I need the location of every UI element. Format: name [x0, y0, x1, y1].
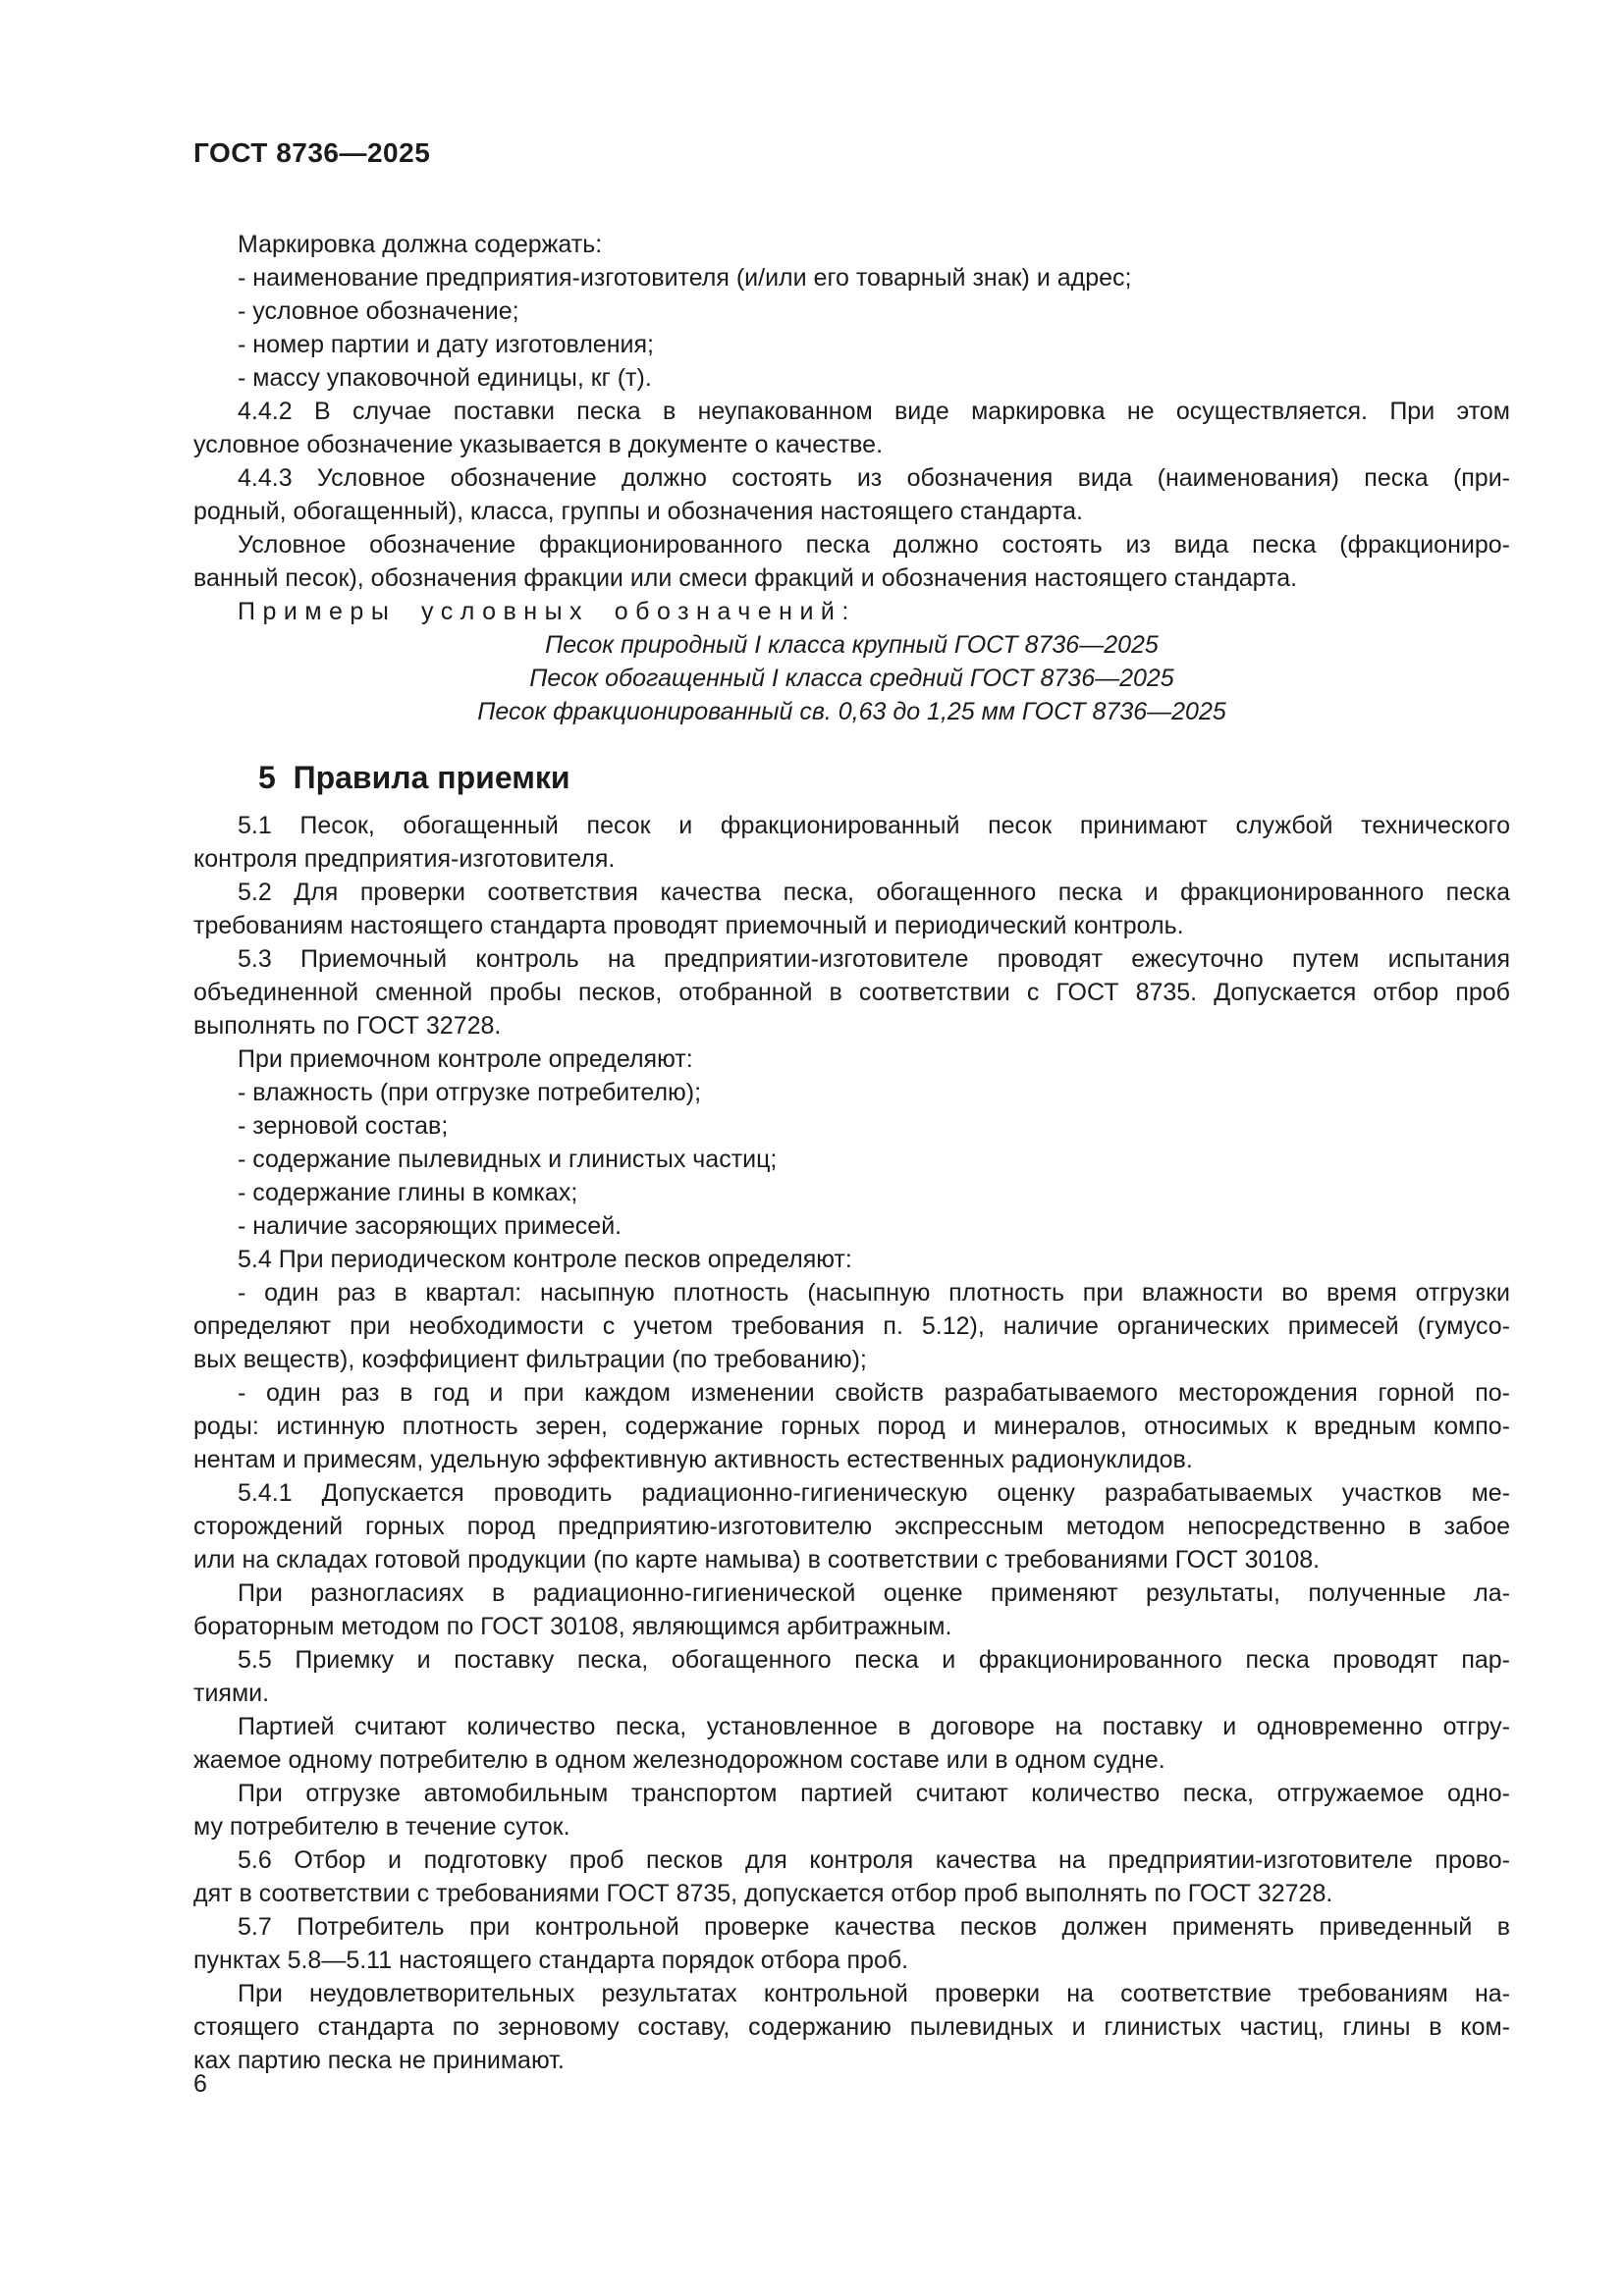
- text-line: 5.2 Для проверки соответствия качества песка, обогащенного песка и фракционированного песка: [238, 879, 1510, 906]
- text-line: стоящего стандарта по зерновому составу, содержанию пылевидных и глинистых частиц, глины в ком-: [193, 2013, 1510, 2041]
- text-line: 5.6 Отбор и подготовку проб песков для контроля качества на предприятии-изготовителе прово-: [238, 1846, 1510, 1874]
- text-line: нентам и примесям, удельную эффективную активность естественных радионуклидов.: [193, 1446, 1193, 1473]
- text-line: бораторным методом по ГОСТ 30108, являющимся арбитражным.: [193, 1613, 952, 1640]
- text-line: 5.5 Приемку и поставку песка, обогащенного песка и фракционированного песка проводят пар-: [238, 1646, 1510, 1674]
- text-line: При разногласиях в радиационно-гигиенической оценке применяют результаты, полученные ла-: [238, 1579, 1510, 1607]
- list-item: - условное обозначение;: [238, 297, 519, 325]
- example-line: Песок природный I класса крупный ГОСТ 8736—2025: [545, 631, 1159, 659]
- list-item: - наличие засоряющих примесей.: [238, 1212, 623, 1240]
- text-line: При неудовлетворительных результатах контрольной проверки на соответствие требованиям на-: [238, 1980, 1510, 2007]
- list-item: - содержание глины в комках;: [238, 1179, 578, 1206]
- examples-label: Примеры условных обозначений:: [238, 598, 856, 625]
- list-item: - содержание пылевидных и глинистых частиц;: [238, 1146, 778, 1173]
- text-line: - один раз в квартал: насыпную плотность (насыпную плотность при влажности во время отгрузки: [238, 1279, 1510, 1307]
- list-item: - наименование предприятия-изготовителя (и/или его товарный знак) и адрес;: [238, 264, 1132, 292]
- list-item: - номер партии и дату изготовления;: [238, 331, 654, 358]
- text-line: му потребителю в течение суток.: [193, 1813, 570, 1841]
- text-line: Условное обозначение фракционированного песка должно состоять из вида песка (фракциониро-: [238, 531, 1510, 559]
- text-line: или на складах готовой продукции (по карте намыва) в соответствии с требованиями ГОСТ 30108.: [193, 1546, 1321, 1574]
- text-line: Партией считают количество песка, установленное в договоре на поставку и одновременно отгру-: [238, 1713, 1510, 1740]
- text-line: пунктах 5.8—5.11 настоящего стандарта порядок отбора проб.: [193, 1947, 909, 1974]
- text-line: тиями.: [193, 1680, 270, 1707]
- text-line: 5.1 Песок, обогащенный песок и фракционированный песок принимают службой технического: [238, 812, 1510, 839]
- text-line: вых веществ), коэффициент фильтрации (по требованию);: [193, 1346, 867, 1373]
- text-line: объединенной сменной пробы песков, отобранной в соответствии с ГОСТ 8735. Допускается отбор проб: [193, 979, 1510, 1006]
- text-line: Маркировка должна содержать:: [238, 231, 603, 258]
- text-line: определяют при необходимости с учетом требования п. 5.12), наличие органических примесей (гумусо-: [193, 1312, 1510, 1340]
- list-item: - массу упаковочной единицы, кг (т).: [238, 364, 652, 392]
- text-line: При отгрузке автомобильным транспортом партией считают количество песка, отгружаемое одно-: [238, 1780, 1510, 1807]
- text-line: 5.3 Приемочный контроль на предприятии-изготовителе проводят ежесуточно путем испытания: [238, 945, 1510, 973]
- text-line: выполнять по ГОСТ 32728.: [193, 1012, 502, 1040]
- text-line: сторождений горных пород предприятию-изготовителю экспрессным методом непосредственно в забое: [193, 1513, 1510, 1540]
- text-line: - один раз в год и при каждом изменении свойств разрабатываемого месторождения горной по-: [238, 1379, 1510, 1407]
- text-line: 5.4.1 Допускается проводить радиационно-гигиеническую оценку разрабатываемых участков ме-: [238, 1479, 1510, 1507]
- text-line: родный, обогащенный), класса, группы и обозначения настоящего стандарта.: [193, 498, 1084, 525]
- text-line: 5.4 При периодическом контроле песков определяют:: [238, 1246, 852, 1273]
- text-line: требованиям настоящего стандарта проводят приемочный и периодический контроль.: [193, 912, 1184, 939]
- text-line: При приемочном контроле определяют:: [238, 1045, 693, 1073]
- example-line: Песок фракционированный св. 0,63 до 1,25 мм ГОСТ 8736—2025: [477, 698, 1226, 725]
- text-line: роды: истинную плотность зерен, содержание горных пород и минералов, относимых к вредным компо-: [193, 1413, 1510, 1440]
- document-code-header: ГОСТ 8736—2025: [193, 137, 431, 168]
- section-heading: 5 Правила приемки: [258, 760, 570, 795]
- text-line: жаемое одному потребителю в одном железнодорожном составе или в одном судне.: [193, 1746, 1165, 1774]
- text-line: ванный песок), обозначения фракции или смеси фракций и обозначения настоящего стандарта.: [193, 564, 1298, 592]
- list-item: - зерновой состав;: [238, 1112, 449, 1140]
- text-line: 5.7 Потребитель при контрольной проверке качества песков должен применять приведенный в: [238, 1913, 1510, 1941]
- text-line: условное обозначение указывается в документе о качестве.: [193, 431, 884, 458]
- text-line: 4.4.2 В случае поставки песка в неупакованном виде маркировка не осуществляется. При этом: [238, 398, 1510, 425]
- list-item: - влажность (при отгрузке потребителю);: [238, 1079, 702, 1106]
- document-body: [193, 228, 1510, 2077]
- page-number: 6: [193, 2070, 207, 2098]
- example-line: Песок обогащенный I класса средний ГОСТ 8736—2025: [529, 665, 1174, 692]
- text-line: контроля предприятия-изготовителя.: [193, 845, 616, 873]
- text-line: 4.4.3 Условное обозначение должно состоять из обозначения вида (наименования) песка (при-: [238, 464, 1510, 492]
- text-line: дят в соответствии с требованиями ГОСТ 8735, допускается отбор проб выполнять по ГОСТ 32728.: [193, 1880, 1333, 1907]
- text-line: ках партию песка не принимают.: [193, 2047, 565, 2074]
